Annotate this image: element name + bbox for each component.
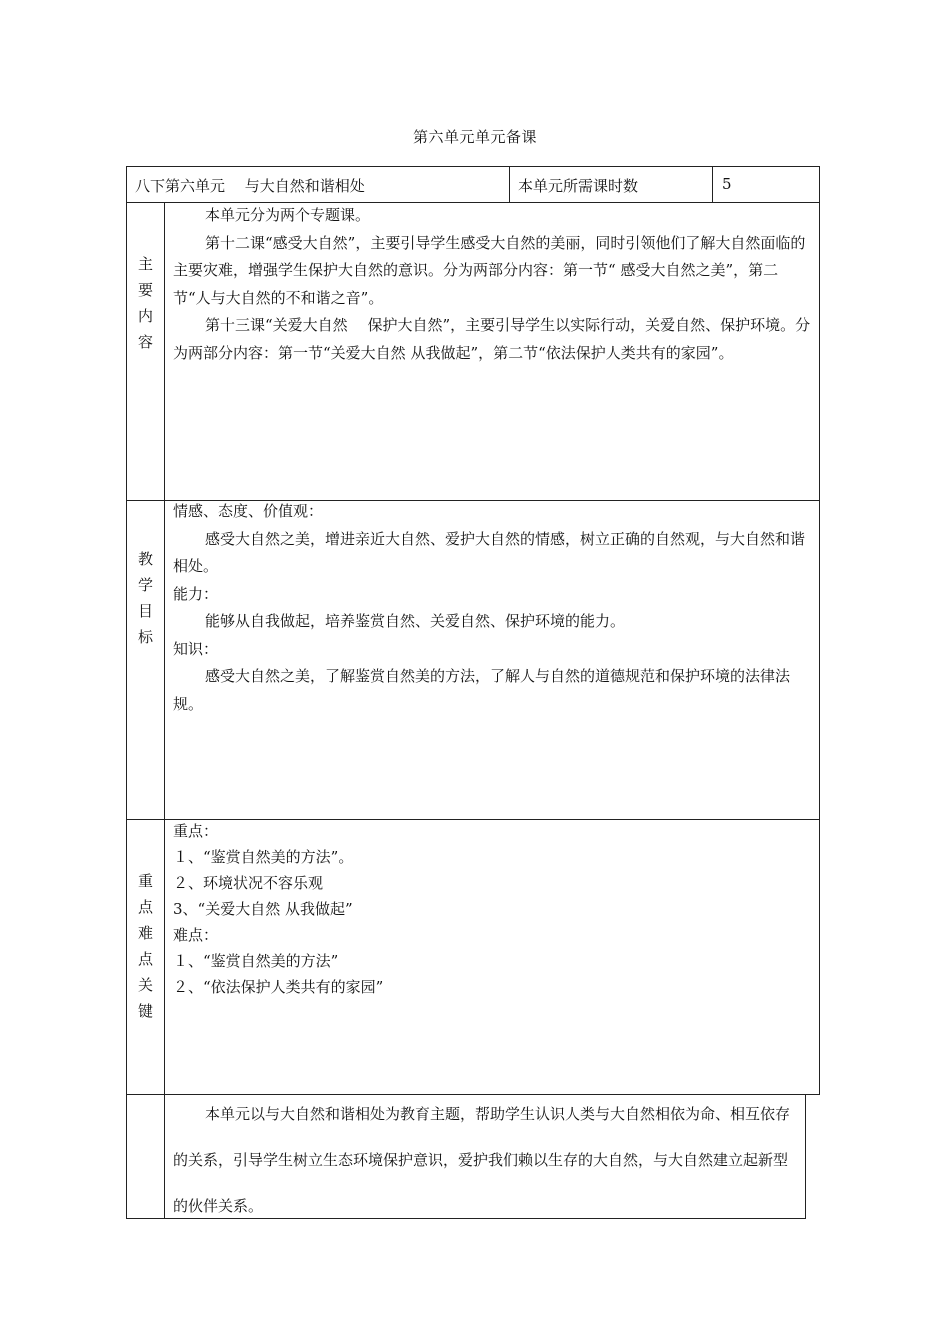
theme-text (173, 1091, 797, 1229)
section-label-cell (127, 820, 165, 1094)
unit-title: 八下第六单元 与大自然和谐相处 (135, 177, 365, 195)
hours-value: 5 (722, 175, 732, 193)
key-points-label: 重 点 难 点 关 键 (137, 872, 153, 1020)
document-title: 第六单元单元备课 (412, 128, 537, 146)
difficult-item: １、“鉴赏自然美的方法” (173, 952, 339, 970)
key-item: 3、“关爱大自然 从我做起” (173, 900, 353, 918)
main-content-label: 主 要 内 容 (137, 255, 153, 351)
main-content-text (173, 202, 811, 367)
paragraph: 第十三课“关爱大自然 保护大自然”，主要引导学生以实际行动，关爱自然、保护环境。分为两部分内容：第一节“关爱大自然 从我做起”，第二节“依法保护人类共有的家园”。 (173, 316, 811, 362)
hours-label: 本单元所需课时数 (518, 177, 639, 195)
main-content-section (126, 202, 820, 501)
difficult-heading: 难点： (173, 926, 219, 944)
paragraph: 第十二课“感受大自然”，主要引导学生感受大自然的美丽，同时引领他们了解大自然面临的主要灾难，增强学生保护大自然的意识。分为两部分内容：第一节“ 感受大自然之美”，第二节“人与大自然的不和谐之音”。 (173, 233, 806, 307)
key-item: １、“鉴赏自然美的方法”。 (173, 848, 354, 866)
theme-paragraph: 本单元以与大自然和谐相处为教育主题，帮助学生认识人类与大自然相依为命、相互依存的关系，引导学生树立生态环境保护意识，爱护我们赖以生存的大自然，与大自然建立起新型的伙伴关系。 (173, 1105, 791, 1215)
emotion-heading: 情感、态度、价值观： (173, 502, 324, 520)
emotion-text: 感受大自然之美，增进亲近大自然、爱护大自然的情感，树立正确的自然观，与大自然和谐相处。 (173, 529, 806, 575)
difficult-item: ２、“依法保护人类共有的家园” (173, 978, 384, 996)
hours-label-cell (509, 167, 639, 202)
section-label-cell (127, 1095, 165, 1218)
hours-value-cell (712, 167, 732, 202)
key-points-section (126, 819, 820, 1095)
key-heading: 重点： (173, 822, 219, 840)
theme-section (126, 1094, 806, 1219)
header-row (126, 166, 820, 203)
teaching-goals-label: 教 学 目 标 (137, 550, 153, 646)
ability-heading: 能力： (173, 584, 219, 603)
paragraph: 本单元分为两个专题课。 (205, 206, 371, 224)
teaching-goals-section (126, 500, 820, 820)
section-label-cell (127, 203, 165, 500)
key-points-text (173, 818, 811, 1000)
section-label-cell (127, 501, 165, 819)
knowledge-text: 感受大自然之美，了解鉴赏自然美的方法，了解人与自然的道德规范和保护环境的法律法规。 (173, 667, 791, 713)
knowledge-heading: 知识： (173, 639, 219, 658)
teaching-goals-text (173, 498, 811, 718)
key-item: ２、环境状况不容乐观 (173, 874, 324, 892)
ability-text: 能够从自我做起，培养鉴赏自然、关爱自然、保护环境的能力。 (205, 612, 626, 630)
